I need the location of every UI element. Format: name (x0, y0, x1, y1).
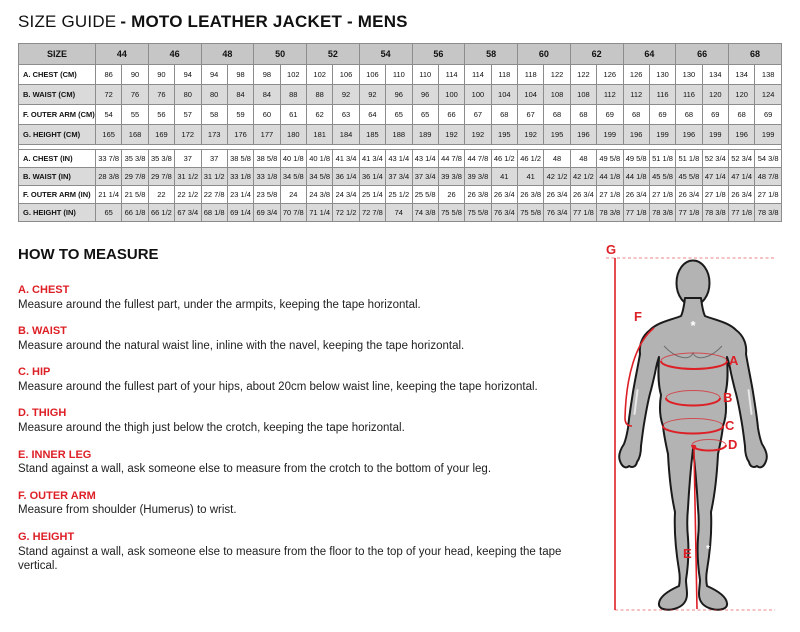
value-cell: 124 (755, 84, 782, 104)
value-cell: 39 3/8 (465, 167, 491, 185)
value-cell: 71 1/4 (307, 203, 333, 221)
value-cell: 68 (623, 104, 649, 124)
value-cell: 65 (386, 104, 412, 124)
value-cell: 24 (280, 185, 306, 203)
size-column-header: 64 (623, 43, 676, 64)
value-cell: 67 (518, 104, 544, 124)
value-cell: 118 (491, 64, 517, 84)
value-cell: 78 3/8 (597, 203, 623, 221)
value-cell: 102 (280, 64, 306, 84)
table-row (19, 124, 782, 144)
size-column-header: 58 (465, 43, 518, 64)
value-cell: 44 1/8 (623, 167, 649, 185)
value-cell: 61 (280, 104, 306, 124)
size-column-header: 60 (518, 43, 571, 64)
value-cell: 27 1/8 (702, 185, 728, 203)
value-cell: 42 1/2 (570, 167, 596, 185)
value-cell: 104 (518, 84, 544, 104)
value-cell: 76 3/4 (544, 203, 570, 221)
value-cell: 122 (544, 64, 570, 84)
value-cell: 72 (96, 84, 122, 104)
value-cell: 84 (254, 84, 280, 104)
value-cell: 65 (96, 203, 122, 221)
value-cell: 112 (597, 84, 623, 104)
value-cell: 26 3/4 (623, 185, 649, 203)
value-cell: 199 (755, 124, 782, 144)
value-cell: 92 (333, 84, 359, 104)
value-cell: 106 (333, 64, 359, 84)
value-cell: 68 (729, 104, 755, 124)
value-cell: 118 (518, 64, 544, 84)
value-cell: 78 3/8 (649, 203, 675, 221)
value-cell: 34 5/8 (280, 167, 306, 185)
value-cell: 102 (307, 64, 333, 84)
value-cell: 69 (649, 104, 675, 124)
value-cell: 195 (544, 124, 570, 144)
value-cell: 88 (280, 84, 306, 104)
value-cell: 134 (702, 64, 728, 84)
figure-label-c: C (725, 418, 735, 433)
value-cell: 24 3/4 (333, 185, 359, 203)
measure-item-description: Measure around the fullest part, under the armpits, keeping the tape horizontal. (18, 298, 421, 311)
value-cell: 41 (491, 167, 517, 185)
value-cell: 26 3/8 (518, 185, 544, 203)
value-cell: 43 1/4 (386, 149, 412, 167)
value-cell: 21 1/4 (96, 185, 122, 203)
size-header-row (19, 43, 782, 64)
table-row (19, 203, 782, 221)
value-cell: 76 (122, 84, 148, 104)
value-cell: 192 (465, 124, 491, 144)
measure-item-list (18, 284, 596, 573)
value-cell: 33 7/8 (96, 149, 122, 167)
value-cell: 169 (148, 124, 174, 144)
size-column-header: 68 (729, 43, 782, 64)
value-cell: 34 5/8 (307, 167, 333, 185)
value-cell: 26 3/4 (491, 185, 517, 203)
value-cell: 62 (307, 104, 333, 124)
figure-label-f: F (634, 309, 642, 324)
size-column-header: 52 (307, 43, 360, 64)
value-cell: 114 (438, 64, 464, 84)
value-cell: 126 (623, 64, 649, 84)
value-cell: 96 (412, 84, 438, 104)
value-cell: 134 (729, 64, 755, 84)
value-cell: 116 (649, 84, 675, 104)
value-cell: 69 3/4 (254, 203, 280, 221)
measure-item-description: Measure from shoulder (Humerus) to wrist. (18, 504, 237, 517)
measure-item-label: B. WAIST (18, 325, 67, 338)
size-column-header: 44 (96, 43, 149, 64)
value-cell: 37 (175, 149, 201, 167)
size-column-header: 48 (201, 43, 254, 64)
table-row (19, 84, 782, 104)
value-cell: 75 5/8 (465, 203, 491, 221)
value-cell: 96 (386, 84, 412, 104)
value-cell: 37 3/4 (412, 167, 438, 185)
value-cell: 37 3/4 (386, 167, 412, 185)
value-cell: 74 3/8 (412, 203, 438, 221)
value-cell: 172 (175, 124, 201, 144)
value-cell: 196 (729, 124, 755, 144)
value-cell: 69 (755, 104, 782, 124)
value-cell: 196 (623, 124, 649, 144)
measure-item (18, 449, 596, 477)
value-cell: 78 3/8 (755, 203, 782, 221)
row-label: B. WAIST (CM) (19, 84, 96, 104)
value-cell: 26 3/4 (676, 185, 702, 203)
value-cell: 67 3/4 (175, 203, 201, 221)
row-label: A. CHEST (CM) (19, 64, 96, 84)
value-cell: 68 (491, 104, 517, 124)
value-cell: 41 3/4 (333, 149, 359, 167)
alpinestars-logo-mark: * (706, 544, 710, 555)
value-cell: 35 3/8 (148, 149, 174, 167)
value-cell: 100 (438, 84, 464, 104)
measure-item (18, 325, 596, 353)
value-cell: 69 1/4 (227, 203, 253, 221)
value-cell: 65 (412, 104, 438, 124)
value-cell: 49 5/8 (623, 149, 649, 167)
body-diagram (598, 242, 798, 632)
value-cell: 130 (649, 64, 675, 84)
value-cell: 40 1/8 (280, 149, 306, 167)
value-cell: 35 3/8 (122, 149, 148, 167)
value-cell: 22 (148, 185, 174, 203)
value-cell: 48 (570, 149, 596, 167)
measure-item-description: Measure around the fullest part of your hips, about 20cm below waist line, keeping the tape horizontal. (18, 381, 538, 393)
value-cell: 36 1/4 (359, 167, 385, 185)
value-cell: 48 (544, 149, 570, 167)
table-row (19, 104, 782, 124)
value-cell: 59 (227, 104, 253, 124)
value-cell: 188 (386, 124, 412, 144)
size-table (18, 43, 782, 222)
measure-item (18, 490, 596, 518)
value-cell: 64 (359, 104, 385, 124)
value-cell: 45 5/8 (649, 167, 675, 185)
measure-item-label: D. THIGH (18, 407, 67, 420)
value-cell: 80 (175, 84, 201, 104)
value-cell: 52 3/4 (729, 149, 755, 167)
value-cell: 22 1/2 (175, 185, 201, 203)
value-cell: 75 5/8 (438, 203, 464, 221)
value-cell: 90 (122, 64, 148, 84)
row-label: F. OUTER ARM (CM) (19, 104, 96, 124)
measure-item-description: Stand against a wall, ask someone else to measure from the floor to the top of your head, keeping the tape vertical. (18, 545, 562, 572)
value-cell: 98 (254, 64, 280, 84)
value-cell: 47 1/4 (729, 167, 755, 185)
alpinestars-logo-mark: * (690, 318, 696, 333)
value-cell: 138 (755, 64, 782, 84)
value-cell: 40 1/8 (307, 149, 333, 167)
value-cell: 195 (491, 124, 517, 144)
value-cell: 77 1/8 (729, 203, 755, 221)
value-cell: 78 3/8 (702, 203, 728, 221)
value-cell: 49 5/8 (597, 149, 623, 167)
figure-label-e: E (683, 546, 692, 561)
size-column-header: 56 (412, 43, 465, 64)
value-cell: 86 (96, 64, 122, 84)
value-cell: 45 5/8 (676, 167, 702, 185)
value-cell: 44 7/8 (438, 149, 464, 167)
value-cell: 185 (359, 124, 385, 144)
value-cell: 110 (412, 64, 438, 84)
value-cell: 36 1/4 (333, 167, 359, 185)
row-label: G. HEIGHT (IN) (19, 203, 96, 221)
value-cell: 189 (412, 124, 438, 144)
how-to-measure-heading: HOW TO MEASURE (18, 246, 159, 263)
value-cell: 66 1/2 (148, 203, 174, 221)
value-cell: 77 1/8 (570, 203, 596, 221)
value-cell: 60 (254, 104, 280, 124)
value-cell: 68 (544, 104, 570, 124)
value-cell: 33 1/8 (254, 167, 280, 185)
value-cell: 72 1/2 (333, 203, 359, 221)
value-cell: 26 3/8 (465, 185, 491, 203)
value-cell: 72 7/8 (359, 203, 385, 221)
value-cell: 57 (175, 104, 201, 124)
size-header-label: SIZE (19, 43, 96, 64)
value-cell: 58 (201, 104, 227, 124)
value-cell: 27 1/8 (597, 185, 623, 203)
value-cell: 68 (570, 104, 596, 124)
figure-label-b: B (723, 390, 733, 405)
value-cell: 26 (438, 185, 464, 203)
value-cell: 52 3/4 (702, 149, 728, 167)
value-cell: 122 (570, 64, 596, 84)
page-title-prefix: SIZE GUIDE (18, 12, 117, 31)
value-cell: 42 1/2 (544, 167, 570, 185)
size-column-header: 50 (254, 43, 307, 64)
value-cell: 196 (570, 124, 596, 144)
row-label: A. CHEST (IN) (19, 149, 96, 167)
value-cell: 192 (518, 124, 544, 144)
value-cell: 28 3/8 (96, 167, 122, 185)
measurement-figure (598, 242, 798, 632)
size-column-header: 54 (359, 43, 412, 64)
value-cell: 51 1/8 (649, 149, 675, 167)
value-cell: 56 (148, 104, 174, 124)
page-title-main: - MOTO LEATHER JACKET - MENS (120, 12, 408, 31)
value-cell: 51 1/8 (676, 149, 702, 167)
value-cell: 181 (307, 124, 333, 144)
figure-label-g: G (606, 242, 617, 257)
value-cell: 126 (597, 64, 623, 84)
row-label: G. HEIGHT (CM) (19, 124, 96, 144)
value-cell: 130 (676, 64, 702, 84)
value-cell: 98 (227, 64, 253, 84)
value-cell: 77 1/8 (676, 203, 702, 221)
value-cell: 23 5/8 (254, 185, 280, 203)
size-column-header: 62 (570, 43, 623, 64)
size-column-header: 46 (148, 43, 201, 64)
value-cell: 41 (518, 167, 544, 185)
value-cell: 176 (227, 124, 253, 144)
value-cell: 108 (544, 84, 570, 104)
value-cell: 100 (465, 84, 491, 104)
value-cell: 38 5/8 (227, 149, 253, 167)
value-cell: 48 7/8 (755, 167, 782, 185)
value-cell: 75 5/8 (518, 203, 544, 221)
value-cell: 108 (570, 84, 596, 104)
measure-item-label: A. CHEST (18, 284, 70, 296)
value-cell: 177 (254, 124, 280, 144)
value-cell: 46 1/2 (491, 149, 517, 167)
value-cell: 77 1/8 (623, 203, 649, 221)
value-cell: 120 (702, 84, 728, 104)
value-cell: 43 1/4 (412, 149, 438, 167)
table-row (19, 167, 782, 185)
value-cell: 27 1/8 (649, 185, 675, 203)
figure-label-a: A (729, 353, 739, 368)
value-cell: 41 3/4 (359, 149, 385, 167)
value-cell: 25 1/4 (359, 185, 385, 203)
value-cell: 33 1/8 (227, 167, 253, 185)
value-cell: 173 (201, 124, 227, 144)
value-cell: 31 1/2 (201, 167, 227, 185)
value-cell: 84 (227, 84, 253, 104)
value-cell: 180 (280, 124, 306, 144)
value-cell: 25 5/8 (412, 185, 438, 203)
value-cell: 38 5/8 (254, 149, 280, 167)
value-cell: 66 1/8 (122, 203, 148, 221)
value-cell: 23 1/4 (227, 185, 253, 203)
value-cell: 26 3/4 (729, 185, 755, 203)
value-cell: 165 (96, 124, 122, 144)
value-cell: 168 (122, 124, 148, 144)
value-cell: 80 (201, 84, 227, 104)
value-cell: 68 (676, 104, 702, 124)
measure-item-label: C. HIP (18, 366, 51, 379)
row-label: B. WAIST (IN) (19, 167, 96, 185)
figure-label-d: D (728, 437, 738, 452)
size-column-header: 66 (676, 43, 729, 64)
value-cell: 63 (333, 104, 359, 124)
value-cell: 24 3/8 (307, 185, 333, 203)
measure-item (18, 284, 596, 312)
value-cell: 46 1/2 (518, 149, 544, 167)
value-cell: 47 1/4 (702, 167, 728, 185)
value-cell: 199 (649, 124, 675, 144)
value-cell: 106 (359, 64, 385, 84)
value-cell: 66 (438, 104, 464, 124)
value-cell: 76 3/4 (491, 203, 517, 221)
measure-item-label: F. OUTER ARM (18, 489, 96, 502)
value-cell: 27 1/8 (755, 185, 782, 203)
value-cell: 196 (676, 124, 702, 144)
value-cell: 54 (96, 104, 122, 124)
measure-item (18, 407, 596, 435)
value-cell: 112 (623, 84, 649, 104)
value-cell: 29 7/8 (122, 167, 148, 185)
value-cell: 44 1/8 (597, 167, 623, 185)
measure-item-description: Measure around the natural waist line, inline with the navel, keeping the tape horizontal. (18, 339, 465, 352)
value-cell: 25 1/2 (386, 185, 412, 203)
value-cell: 26 3/4 (570, 185, 596, 203)
value-cell: 31 1/2 (175, 167, 201, 185)
measure-item (18, 531, 596, 574)
value-cell: 21 5/8 (122, 185, 148, 203)
table-row (19, 64, 782, 84)
value-cell: 94 (201, 64, 227, 84)
value-cell: 68 1/8 (201, 203, 227, 221)
value-cell: 22 7/8 (201, 185, 227, 203)
value-cell: 110 (386, 64, 412, 84)
page-title (18, 13, 782, 32)
value-cell: 70 7/8 (280, 203, 306, 221)
value-cell: 69 (702, 104, 728, 124)
value-cell: 114 (465, 64, 491, 84)
value-cell: 55 (122, 104, 148, 124)
value-cell: 94 (175, 64, 201, 84)
value-cell: 104 (491, 84, 517, 104)
value-cell: 90 (148, 64, 174, 84)
value-cell: 74 (386, 203, 412, 221)
value-cell: 39 3/8 (438, 167, 464, 185)
how-to-measure-section (18, 246, 596, 586)
value-cell: 26 3/4 (544, 185, 570, 203)
value-cell: 120 (729, 84, 755, 104)
table-row (19, 185, 782, 203)
measure-item-description: Stand against a wall, ask someone else to measure from the crotch to the bottom of your leg. (18, 463, 492, 476)
value-cell: 199 (702, 124, 728, 144)
measure-item-label: G. HEIGHT (18, 530, 75, 543)
measure-item-description: Measure around the thigh just below the crotch, keeping the tape horizontal. (18, 422, 405, 435)
value-cell: 54 3/8 (755, 149, 782, 167)
value-cell: 116 (676, 84, 702, 104)
value-cell: 92 (359, 84, 385, 104)
table-row (19, 149, 782, 167)
value-cell: 199 (597, 124, 623, 144)
value-cell: 29 7/8 (148, 167, 174, 185)
value-cell: 67 (465, 104, 491, 124)
value-cell: 69 (597, 104, 623, 124)
value-cell: 37 (201, 149, 227, 167)
crotch-point (692, 445, 697, 450)
measure-item (18, 366, 596, 394)
value-cell: 184 (333, 124, 359, 144)
value-cell: 192 (438, 124, 464, 144)
value-cell: 44 7/8 (465, 149, 491, 167)
row-label: F. OUTER ARM (IN) (19, 185, 96, 203)
measure-item-label: E. INNER LEG (18, 448, 92, 461)
value-cell: 88 (307, 84, 333, 104)
value-cell: 76 (148, 84, 174, 104)
